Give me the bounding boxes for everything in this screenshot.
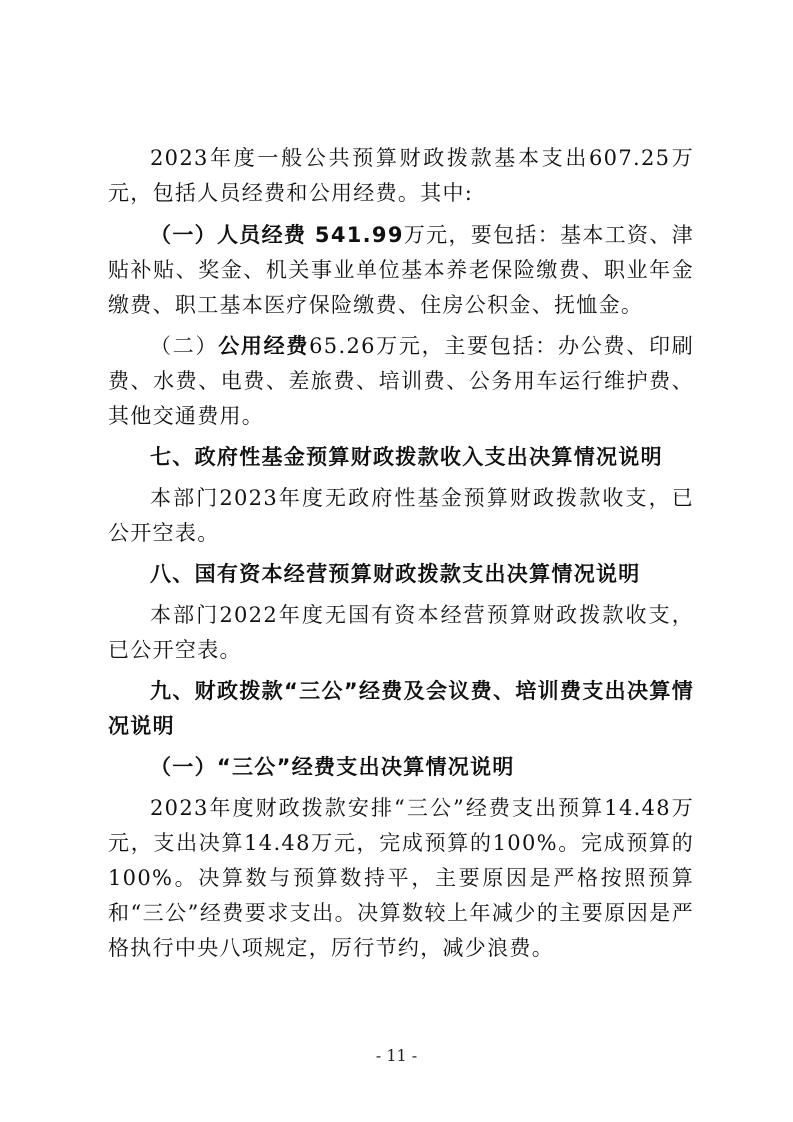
public-prefix: （二） bbox=[150, 334, 219, 358]
paragraph-section-8: 本部门2022年度无国有资本经营预算财政拨款收支，已公开空表。 bbox=[108, 603, 694, 662]
page-number: - 11 - bbox=[375, 1046, 418, 1065]
section-heading-9: 九、财政拨款“三公”经费及会议费、培训费支出决算情况说明 bbox=[108, 679, 694, 738]
personnel-prefix: （一） bbox=[150, 222, 217, 247]
public-text: 65.26万元，主要包括：办公费、印刷费、水费、电费、差旅费、培训费、公务用车运行维护费、其他交通费用。 bbox=[108, 334, 694, 428]
paragraph-public-expenses bbox=[108, 329, 694, 434]
public-label: 公用经费 bbox=[218, 334, 310, 358]
paragraph-personnel-expenses bbox=[108, 217, 694, 323]
section-heading-7: 七、政府性基金预算财政拨款收入支出决算情况说明 bbox=[150, 445, 663, 469]
personnel-text: 万元，要包括：基本工资、津贴补贴、奖金、机关事业单位基本养老保险缴费、职业年金缴费、职工基本医疗保险缴费、住房公积金、抚恤金。 bbox=[108, 223, 694, 317]
section-heading-8: 八、国有资本经营预算财政拨款支出决算情况说明 bbox=[150, 562, 641, 586]
paragraph-basic-expenditure: 2023年度一般公共预算财政拨款基本支出607.25万元，包括人员经费和公用经费。其中: bbox=[108, 146, 694, 205]
personnel-label: 人员经费 541.99 bbox=[216, 223, 404, 247]
subsection-heading-9-1: （一）“三公”经费支出决算情况说明 bbox=[150, 755, 515, 779]
document-body bbox=[108, 141, 694, 972]
paragraph-section-7: 本部门2023年度无政府性基金预算财政拨款收支，已公开空表。 bbox=[108, 486, 694, 545]
paragraph-three-public-expenses: 2023年度财政拨款安排“三公”经费支出预算14.48万元，支出决算14.48万元，完成预算的100%。完成预算的100%。决算数与预算数持平，主要原因是严格按照预算和“三公”经费要求支出。决算数较上年减少的主要原因是严格执行中央八项规定，厉行节约，减少浪费。 bbox=[108, 796, 694, 960]
